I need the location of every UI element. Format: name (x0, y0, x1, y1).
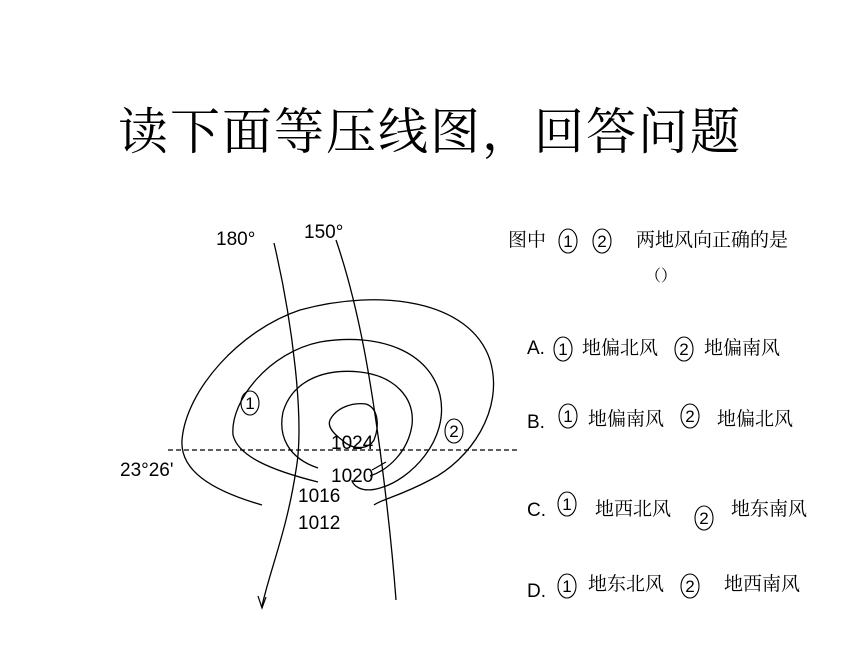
map-point-2 (445, 419, 463, 443)
isobar-label-1012: 1012 (298, 513, 341, 534)
option-c-wind-2: 地东南风 (731, 498, 808, 520)
isobar-label-1016: 1016 (298, 486, 341, 507)
meridian-arrowhead (258, 596, 266, 608)
option-b-wind-2: 地偏北风 (717, 408, 794, 430)
option-d-marker-2: 2 (685, 577, 695, 596)
option-d-marker-1: 1 (562, 577, 572, 596)
latitude-label: 23°26' (120, 460, 174, 481)
question-marker-2 (593, 229, 611, 253)
isobar-label-1020: 1020 (331, 466, 374, 487)
svg-text:2: 2 (597, 232, 607, 251)
option-b-marker-1: 1 (563, 407, 573, 426)
option-c[interactable] (527, 492, 807, 530)
option-b-wind-1: 地偏南风 (588, 408, 665, 430)
map-point-1-label: 1 (245, 394, 255, 413)
svg-text:1: 1 (563, 232, 573, 251)
option-c-marker-2: 2 (699, 509, 709, 528)
option-c-letter: C. (527, 500, 546, 521)
option-a-marker-2: 2 (679, 340, 689, 359)
meridian-180-label: 180° (216, 229, 256, 250)
option-a-letter: A. (527, 338, 545, 359)
option-c-wind-1: 地西北风 (595, 498, 672, 520)
question-text: 两地风向正确的是 (636, 229, 789, 251)
option-b-letter: B. (527, 412, 545, 433)
slide-title: 读下面等压线图，回答问题 (118, 103, 742, 161)
option-a-marker-1: 1 (558, 340, 568, 359)
map-point-2-label: 2 (449, 422, 459, 441)
isobar-1020 (282, 371, 413, 476)
meridian-150-label: 150° (304, 222, 344, 243)
map-point-1 (241, 391, 259, 415)
meridian-150-line (336, 240, 396, 600)
question-prefix: 图中 (508, 229, 547, 251)
option-d-letter: D. (527, 581, 546, 602)
isobar-label-1024: 1024 (331, 433, 374, 454)
question-blank: （） (645, 266, 678, 285)
option-d-wind-1: 地东北风 (588, 573, 665, 595)
option-d-wind-2: 地西南风 (724, 573, 801, 595)
meridian-180-line (262, 243, 299, 606)
option-a-wind-1: 地偏北风 (582, 337, 659, 359)
option-a[interactable] (527, 337, 780, 361)
option-b-marker-2: 2 (685, 407, 695, 426)
option-d[interactable] (527, 573, 800, 602)
option-a-wind-2: 地偏南风 (704, 337, 781, 359)
option-b[interactable] (527, 404, 793, 433)
question-marker-1 (559, 229, 577, 253)
option-c-marker-1: 1 (562, 495, 572, 514)
